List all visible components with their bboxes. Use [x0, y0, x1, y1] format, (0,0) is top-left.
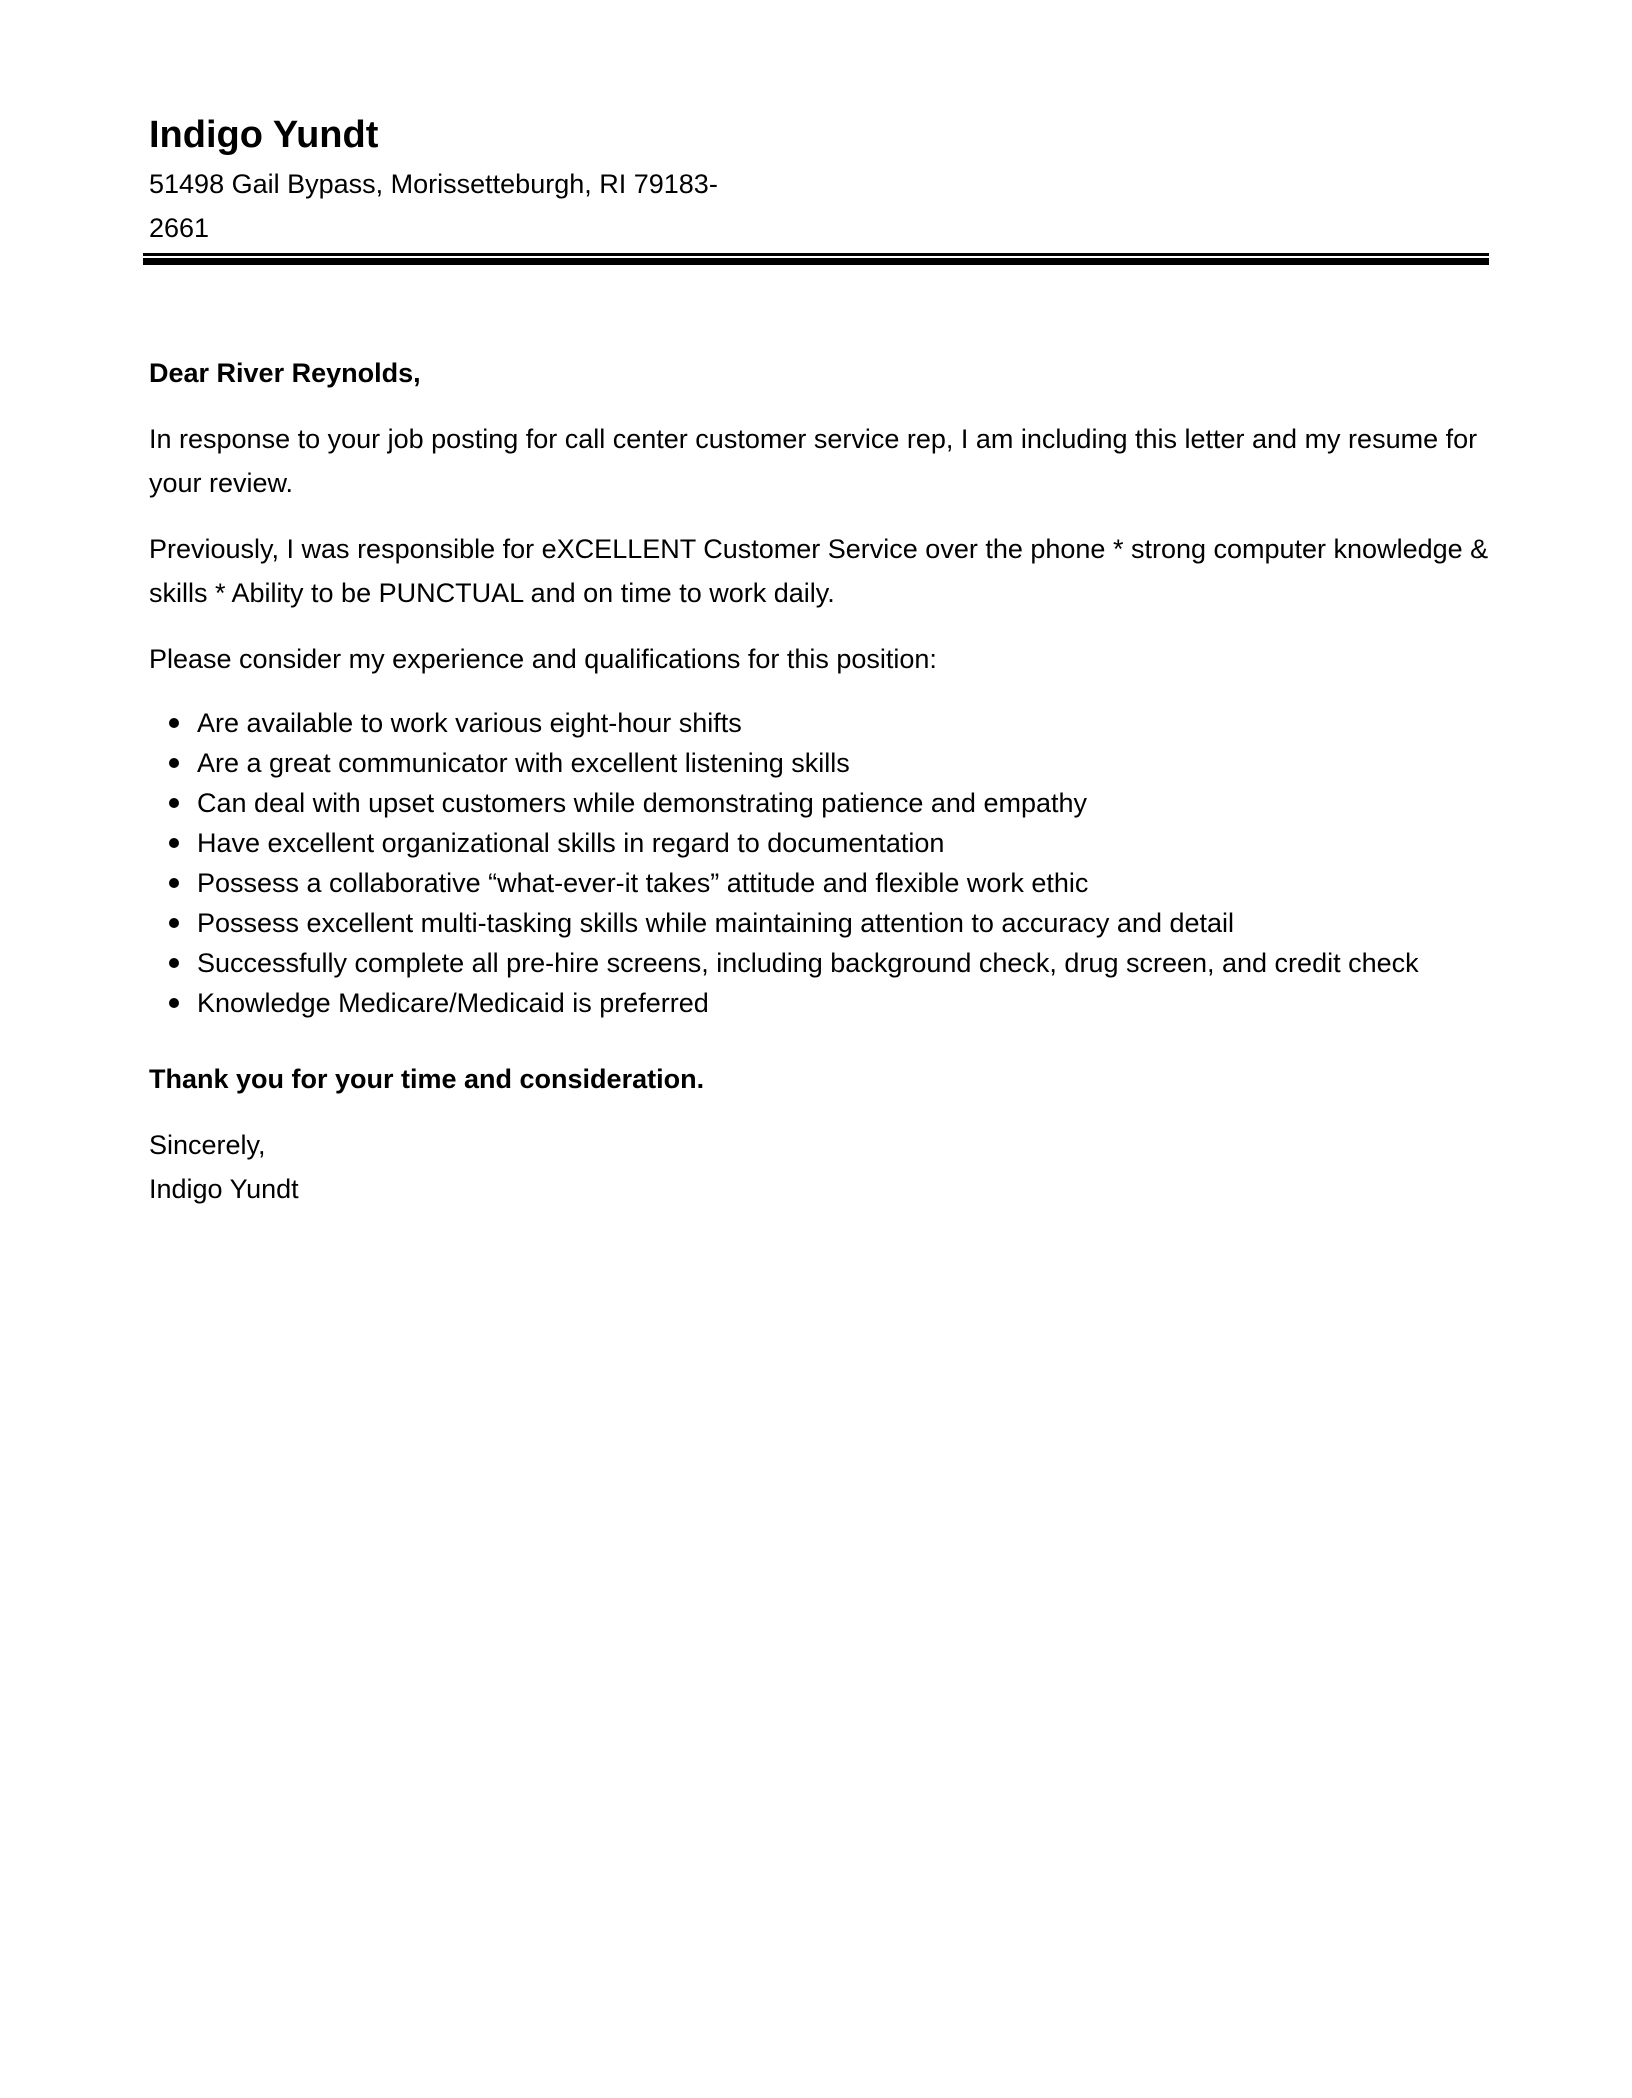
- bullet-icon: [169, 798, 179, 808]
- bullet-icon: [169, 878, 179, 888]
- signature-name: Indigo Yundt: [149, 1174, 299, 1204]
- paragraph-intro: In response to your job posting for call center customer service rep, I am including this letter and my resume for your review.: [149, 424, 1478, 498]
- header-divider: [143, 253, 1489, 265]
- qualifications-list: [149, 703, 1489, 1023]
- salutation: Dear River Reynolds,: [149, 358, 421, 388]
- list-item: [149, 863, 1489, 903]
- sender-address-line-2: 2661: [149, 213, 210, 243]
- header-divider-thin-line: [143, 253, 1489, 256]
- list-item: [149, 943, 1489, 983]
- letter-header: [149, 108, 1489, 250]
- list-item: [149, 703, 1489, 743]
- list-item: [149, 823, 1489, 863]
- bullet-icon: [169, 718, 179, 728]
- letter-body: [149, 351, 1489, 1211]
- list-item-text: Successfully complete all pre-hire screens, including background check, drug screen, and credit check: [197, 948, 1419, 978]
- list-item-text: Have excellent organizational skills in regard to documentation: [197, 828, 945, 858]
- bullet-icon: [169, 838, 179, 848]
- thanks-line: Thank you for your time and consideration.: [149, 1064, 705, 1094]
- bullet-icon: [169, 998, 179, 1008]
- list-item-text: Are available to work various eight-hour shifts: [197, 708, 742, 738]
- closing: Sincerely,: [149, 1130, 266, 1160]
- bullet-icon: [169, 758, 179, 768]
- list-item-text: Are a great communicator with excellent listening skills: [197, 748, 850, 778]
- list-item-text: Possess a collaborative “what-ever-it takes” attitude and flexible work ethic: [197, 868, 1089, 898]
- list-item-text: Can deal with upset customers while demonstrating patience and empathy: [197, 788, 1087, 818]
- list-item: [149, 983, 1489, 1023]
- bullet-icon: [169, 918, 179, 928]
- list-item: [149, 783, 1489, 823]
- bullet-icon: [169, 958, 179, 968]
- sender-address-line-1: 51498 Gail Bypass, Morissetteburgh, RI 79183-: [149, 169, 718, 199]
- list-item: [149, 903, 1489, 943]
- paragraph-qualifications-intro: Please consider my experience and qualifications for this position:: [149, 644, 937, 674]
- sender-address: [149, 162, 789, 250]
- paragraph-experience: Previously, I was responsible for eXCELLENT Customer Service over the phone * strong computer knowledge & skills * Ability to be PUNCTUAL and on time to work daily.: [149, 534, 1489, 608]
- header-divider-thick-line: [143, 258, 1489, 265]
- sender-name: Indigo Yundt: [149, 114, 379, 156]
- list-item-text: Knowledge Medicare/Medicaid is preferred: [197, 988, 709, 1018]
- list-item-text: Possess excellent multi-tasking skills while maintaining attention to accuracy and detail: [197, 908, 1235, 938]
- list-item: [149, 743, 1489, 783]
